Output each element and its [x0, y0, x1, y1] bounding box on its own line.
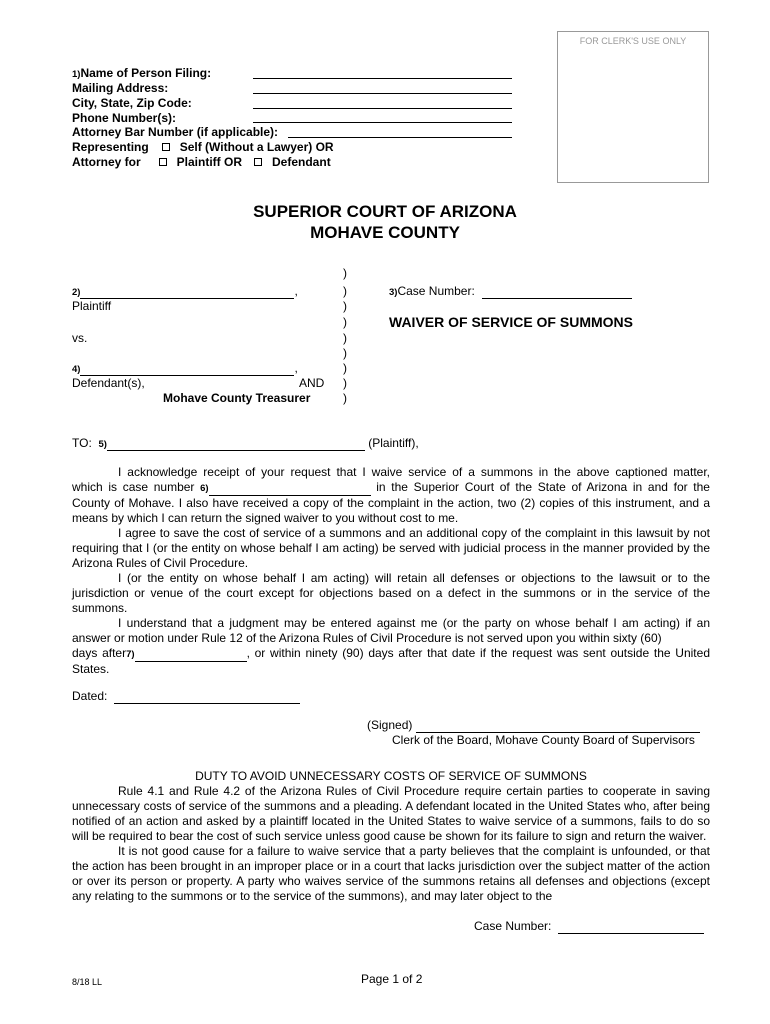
- plaintiff-name-field[interactable]: [80, 284, 294, 299]
- attorney-for-label: Attorney for: [72, 155, 141, 169]
- filer-name-row: 1)Name of Person Filing:: [72, 66, 212, 80]
- attorney-for-row: [72, 155, 331, 169]
- days-after-date-field[interactable]: [135, 646, 247, 662]
- duty-heading: DUTY TO AVOID UNNECESSARY COSTS OF SERVICE OF SUMMONS: [195, 769, 587, 783]
- caption-paren: ): [343, 299, 347, 313]
- signer-title: Clerk of the Board, Mohave County Board of Supervisors: [392, 733, 695, 747]
- plaintiff-checkbox[interactable]: [159, 158, 167, 166]
- defendant-label: Defendant(s),: [72, 376, 145, 390]
- vs-label: vs.: [72, 331, 88, 345]
- paragraph-2: I agree to save the cost of service of a summons and an additional copy of the complaint in this lawsuit by not requiring that I (or the entity on whose behalf I am acting) be served with judicial process in the manner provided by the Arizona Rules of Civil Procedure.: [72, 526, 710, 570]
- phone-numbers-label: Phone Number(s):: [72, 111, 177, 125]
- clerks-use-box: [557, 31, 709, 183]
- caption-paren: ): [343, 331, 347, 345]
- mailing-address-field[interactable]: [253, 93, 512, 94]
- caption-paren: ): [343, 315, 347, 329]
- paragraph-4b: days after7) , or within ninety (90) days after that date if the request was sent outside the United: [72, 646, 710, 660]
- representing-label: Representing: [72, 140, 149, 154]
- paragraph-1a: I acknowledge receipt of your request that I waive service of a summons in the above captioned matter,: [118, 465, 710, 479]
- caption-paren: ): [343, 376, 347, 390]
- paragraph-4a: I understand that a judgment may be entered against me (or the party on whose behalf I am acting) if an answer or motion under Rule 12 of the Arizona Rules of Civil Procedure is not served upon you within sixty (60): [72, 616, 710, 645]
- plaintiff-label: Plaintiff: [72, 299, 112, 313]
- paragraph-1c: County of Mohave. I also have received a copy of the complaint in the action, two (2) copies of this instrument, and a means by which I can return the signed waiver to you without cost to me.: [72, 496, 710, 525]
- name-of-person-filing-label: Name of Person Filing:: [80, 66, 212, 80]
- defendant-row: 4) ,: [72, 361, 298, 375]
- duty-paragraph-2: It is not good cause for a failure to waive service that a party believes that the complaint is unfounded, or that the action has been brought in an improper place or in a court that lacks jurisdiction over the subject matter of the action or over its person or property. A party who waives service of the summons retains all defenses and objections (except any relating to the summons or to the service of the summons), and may later object to the: [72, 844, 710, 903]
- clerks-use-label: FOR CLERK'S USE ONLY: [579, 36, 687, 46]
- caption-paren: ): [343, 284, 347, 298]
- court-title-line1: SUPERIOR COURT OF ARIZONA: [253, 202, 517, 221]
- dated-label: Dated:: [72, 689, 108, 703]
- case-number-label: Case Number:: [397, 284, 475, 298]
- paragraph-1b: which is case number 6) in the Superior Court of the State of Arizona in and for the: [72, 480, 710, 494]
- case-number-row: 3)Case Number:: [389, 284, 632, 299]
- paragraph-4c: States.: [72, 662, 110, 676]
- paragraph-3: I (or the entity on whose behalf I am acting) will retain all defenses or objections to the lawsuit or to the jurisdiction or venue of the court except for objections based on a defect in the summons or in the service of the summons.: [72, 571, 710, 615]
- case-number-field[interactable]: [482, 284, 632, 299]
- to-row: TO: 5) (Plaintiff),: [72, 436, 419, 450]
- court-title-line2: MOHAVE COUNTY: [310, 223, 460, 242]
- city-state-zip-label: City, State, Zip Code:: [72, 96, 192, 110]
- city-state-zip-field[interactable]: [253, 108, 512, 109]
- mailing-address-label: Mailing Address:: [72, 81, 169, 95]
- defendant-name-field[interactable]: [80, 361, 294, 376]
- self-option-label: Self (Without a Lawyer) OR: [179, 140, 334, 154]
- plaintiff-option-label: Plaintiff OR: [176, 155, 243, 169]
- plaintiff-to-field[interactable]: [107, 436, 365, 451]
- duty-section: [72, 769, 710, 904]
- dated-field[interactable]: [114, 689, 300, 704]
- name-of-person-filing-field[interactable]: [253, 78, 512, 79]
- attorney-bar-number-field[interactable]: [288, 137, 512, 138]
- phone-numbers-field[interactable]: [253, 122, 512, 123]
- defendant-checkbox[interactable]: [254, 158, 262, 166]
- waiver-body: [72, 465, 710, 677]
- and-label: AND: [299, 376, 325, 390]
- signed-label: (Signed): [367, 718, 413, 732]
- caption-paren: ): [343, 391, 347, 405]
- duty-paragraph-1: Rule 4.1 and Rule 4.2 of the Arizona Rules of Civil Procedure require certain parties to cooperate in saving unnecessary costs of service of the summons and a pleading. A defendant located in the United States who, after being notified of an action and asked by a plaintiff located in the United States to waive service of a summons, fails to do so will be required to bear the cost of such service unless good cause be shown for its failure to sign and return the waiver.: [72, 784, 710, 843]
- duty-case-number-field[interactable]: [558, 919, 704, 934]
- signature-field[interactable]: [416, 718, 700, 733]
- representing-row: [72, 140, 334, 154]
- caption-paren: ): [343, 346, 347, 360]
- duty-case-number-label: Case Number:: [474, 919, 552, 933]
- form-revision-code: 8/18 LL: [72, 977, 103, 987]
- attorney-bar-number-label: Attorney Bar Number (if applicable):: [72, 125, 279, 139]
- defendant-option-label: Defendant: [272, 155, 331, 169]
- signed-row: [367, 718, 700, 733]
- caption-paren: ): [343, 266, 347, 280]
- duty-case-number-row: [474, 919, 704, 934]
- plaintiff-row: 2) ,: [72, 284, 298, 298]
- page-number: Page 1 of 2: [361, 972, 423, 986]
- self-checkbox[interactable]: [162, 143, 170, 151]
- case-number-inline-field[interactable]: [209, 480, 371, 496]
- dated-row: [72, 689, 300, 704]
- document-title: WAIVER OF SERVICE OF SUMMONS: [389, 314, 633, 330]
- treasurer-label: Mohave County Treasurer: [163, 391, 311, 405]
- caption-paren: ): [343, 361, 347, 375]
